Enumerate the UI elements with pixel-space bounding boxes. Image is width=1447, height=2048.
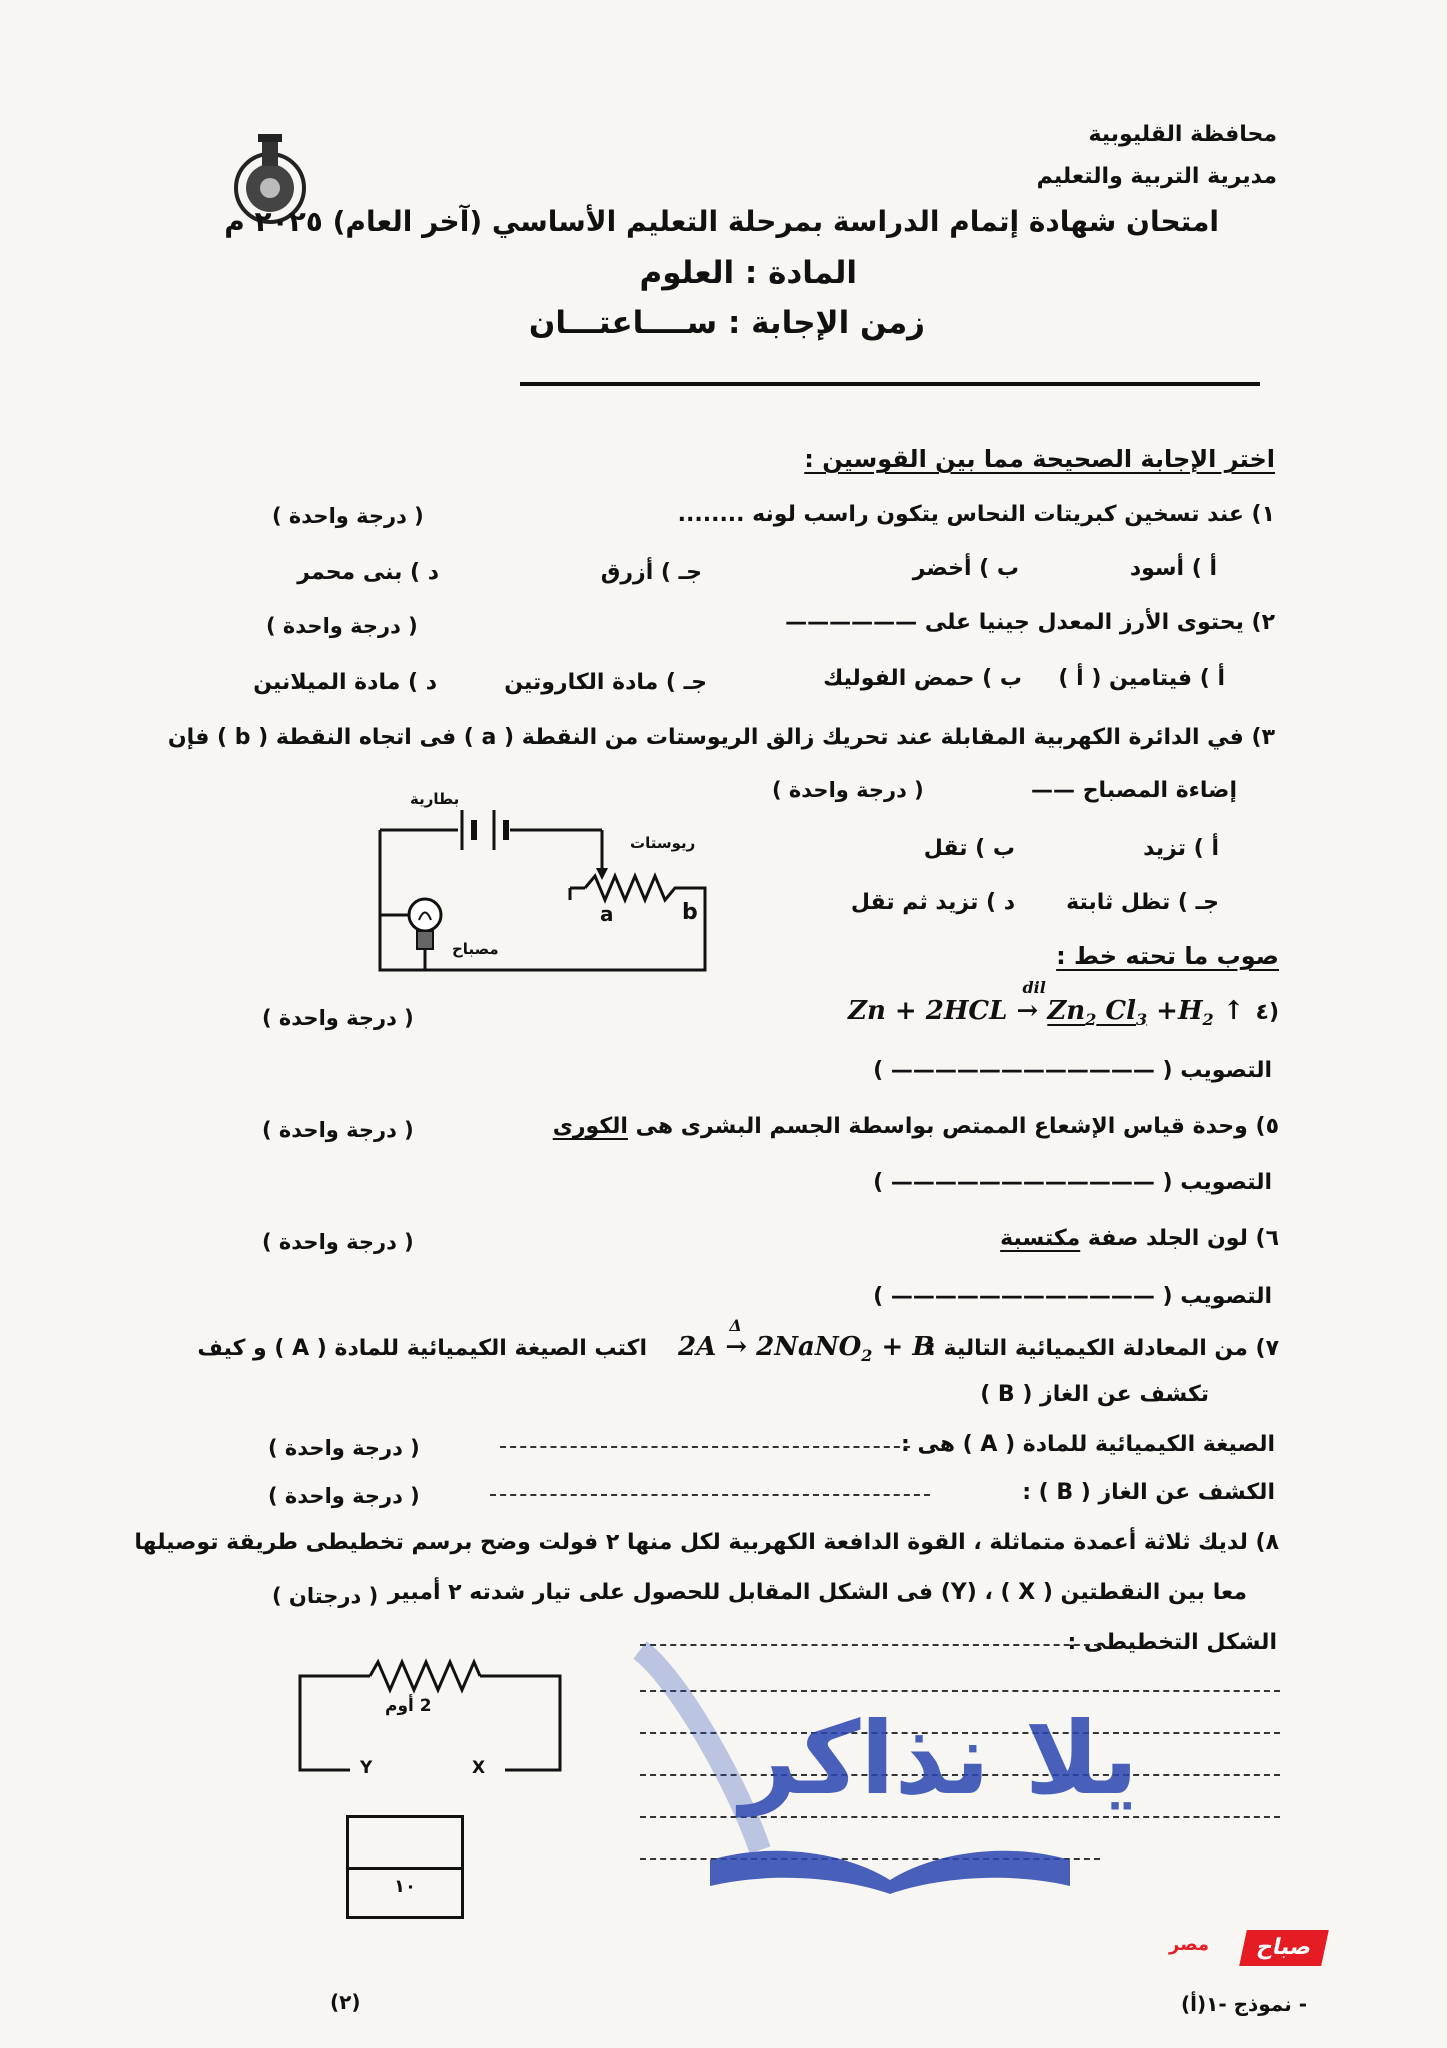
q6-underlined-term: مكتسبة: [1000, 1226, 1081, 1251]
q2-option-a[interactable]: أ ) فيتامين ( أ ): [1058, 666, 1225, 691]
q4-correction[interactable]: التصويب ( ———————————— ): [873, 1058, 1272, 1083]
q3-option-a[interactable]: أ ) تزيد: [1143, 836, 1219, 861]
q5-correction[interactable]: التصويب ( ———————————— ): [873, 1170, 1272, 1195]
q5-underlined-term: الكورى: [552, 1114, 628, 1139]
q7-gas-test-prompt: الكشف عن الغاز ( B ) :: [1022, 1480, 1275, 1505]
score-box: [346, 1815, 464, 1919]
q5-text-main: ٥) وحدة قياس الإشعاع الممتص بواسطة الجسم البشرى هى: [635, 1114, 1279, 1139]
header-divider: [520, 382, 1260, 386]
q7-text-a: ٧) من المعادلة الكيميائية التالية :: [927, 1336, 1279, 1361]
q2-option-c[interactable]: جـ ) مادة الكاروتين: [504, 670, 707, 695]
q3-text-continued: إضاءة المصباح ——: [1031, 778, 1237, 803]
directorate-name: مديرية التربية والتعليم: [1036, 164, 1277, 189]
q6-correction[interactable]: التصويب ( ———————————— ): [873, 1284, 1272, 1309]
q6-text: [1000, 1226, 1279, 1251]
point-b-label: b: [682, 900, 698, 925]
q8-circuit-diagram: [290, 1640, 570, 1790]
q2-grade: ( درجة واحدة ): [266, 614, 418, 638]
battery-label: بطارية: [410, 790, 460, 808]
answer-duration: زمن الإجابة : ســــاعتـــان: [528, 305, 925, 341]
q7-grade-1: ( درجة واحدة ): [268, 1436, 420, 1460]
brand-stamp-b: مصر: [1169, 1934, 1210, 1955]
brand-stamp: [1165, 1928, 1397, 1970]
q3-grade: ( درجة واحدة ): [772, 778, 924, 802]
footer-page-number: (٢): [330, 1990, 361, 2014]
q2-option-b[interactable]: ب ) حمض الفوليك: [823, 666, 1022, 691]
q7-equation: 2A Δ → 2NaNO$_2$ + B: [678, 1316, 935, 1366]
q7-formula-answer-line[interactable]: [500, 1446, 910, 1448]
q2-text: ٢) يحتوى الأرز المعدل جينيا على ——————: [785, 610, 1275, 635]
rheostat-label: ريوستات: [630, 834, 696, 852]
q8-diagram-prompt: الشكل التخطيطى :: [1067, 1630, 1277, 1655]
q5-text: [553, 1114, 1279, 1139]
q1-option-c[interactable]: جـ ) أزرق: [600, 560, 702, 585]
q4-grade: ( درجة واحدة ): [262, 1006, 414, 1030]
watermark-text: يلا نذاكر: [740, 1700, 1139, 1817]
q1-option-d[interactable]: د ) بنى محمر: [297, 560, 439, 585]
q6-grade: ( درجة واحدة ): [262, 1230, 414, 1254]
q1-option-b[interactable]: ب ) أخضر: [912, 556, 1019, 581]
q8-grade: ( درجتان ): [272, 1584, 379, 1608]
q2-option-d[interactable]: د ) مادة الميلانين: [253, 670, 437, 695]
q1-grade: ( درجة واحدة ): [272, 504, 424, 528]
governorate-name: محافظة القليوبية: [1088, 122, 1277, 147]
exam-title: امتحان شهادة إتمام الدراسة بمرحلة التعليم الأساسي (آخر العام) ٢٠٢٥ م: [224, 205, 1219, 238]
lamp-label: مصباح: [452, 940, 499, 958]
q5-grade: ( درجة واحدة ): [262, 1118, 414, 1142]
q4-number: ٤): [1255, 1000, 1279, 1025]
q4-equation: Zn + 2HCL dil → $Zn_2$ $Cl_3 +H_2$ ↑: [848, 978, 1245, 1030]
q3-text: ٣) في الدائرة الكهربية المقابلة عند تحريك زالق الريوستات من النقطة ( a ) فى اتجاه النقطة ( b ) فإن: [167, 725, 1275, 750]
q3-option-c[interactable]: جـ ) تظل ثابتة: [1066, 890, 1219, 915]
q1-option-a[interactable]: أ ) أسود: [1129, 556, 1217, 581]
q7-text-continued: تكشف عن الغاز ( B ): [980, 1382, 1209, 1407]
section2-title: صوب ما تحته خط :: [1056, 942, 1279, 970]
score-total: ١٠: [394, 1876, 416, 1897]
q3-circuit-diagram: [370, 790, 715, 980]
q8-text-continued: معا بين النقطتين ( X ) ، (Y) فى الشكل المقابل للحصول على تيار شدته ٢ أمبير: [387, 1580, 1247, 1605]
q7-text-b: اكتب الصيغة الكيميائية للمادة ( A ) و كيف: [197, 1336, 647, 1361]
q3-option-d[interactable]: د ) تزيد ثم تقل: [850, 890, 1015, 915]
q3-option-b[interactable]: ب ) تقل: [923, 836, 1015, 861]
q7-gas-test-answer-line[interactable]: [490, 1494, 930, 1496]
q8-text: ٨) لديك ثلاثة أعمدة متماثلة ، القوة الدافعة الكهربية لكل منها ٢ فولت وضح برسم تخطيطى طريقة توصيلها: [134, 1530, 1279, 1555]
brand-stamp-a: صباح: [1239, 1930, 1329, 1966]
resistor-label: 2 أوم: [385, 1696, 432, 1716]
point-y-label: Y: [360, 1758, 373, 1778]
subject-title: المادة : العلوم: [639, 255, 857, 291]
watermark-logo: [620, 1640, 1160, 1900]
point-a-label: a: [600, 902, 614, 926]
q7-formula-prompt: الصيغة الكيميائية للمادة ( A ) هى :: [901, 1432, 1275, 1457]
q6-text-main: ٦) لون الجلد صفة: [1087, 1226, 1279, 1251]
point-x-label: X: [472, 1758, 486, 1778]
section1-title: اختر الإجابة الصحيحة مما بين القوسين :: [804, 445, 1275, 473]
q1-text: ١) عند تسخين كبريتات النحاس يتكون راسب لونه ........: [677, 502, 1275, 527]
q7-grade-2: ( درجة واحدة ): [268, 1484, 420, 1508]
footer-model: - نموذج -١(أ): [1180, 1992, 1307, 2016]
